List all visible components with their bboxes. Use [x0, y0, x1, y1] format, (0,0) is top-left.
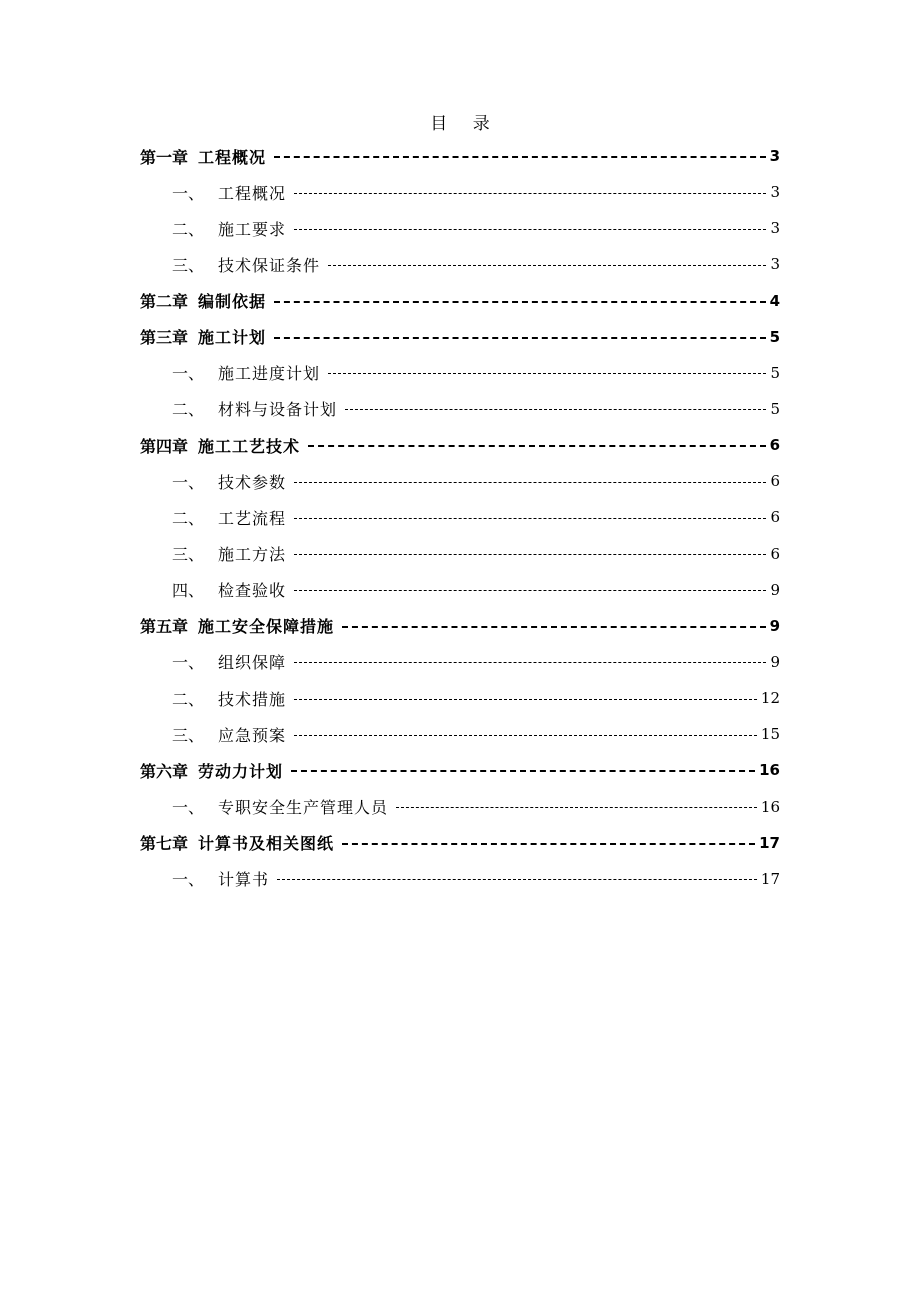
toc-entry-number: 一、 [172, 472, 205, 492]
toc-dot-leader [294, 554, 766, 555]
toc-entry-content [172, 397, 780, 421]
toc-entry-content [172, 795, 780, 819]
toc-entry-title: 劳动力计划 [198, 761, 284, 781]
toc-section-entry[interactable] [0, 791, 920, 827]
toc-entry-title: 工艺流程 [218, 508, 287, 528]
toc-dot-leader [328, 373, 766, 374]
toc-entry-content [140, 831, 780, 855]
toc-section-entry[interactable] [0, 501, 920, 537]
toc-section-entry[interactable] [0, 682, 920, 718]
toc-page-number: 16 [759, 761, 780, 780]
toc-dot-leader [294, 735, 757, 736]
toc-entry-number: 第五章 [140, 617, 189, 637]
toc-section-entry[interactable] [0, 248, 920, 284]
toc-title: 目 录 [430, 114, 500, 134]
toc-entry-number: 三、 [172, 725, 205, 745]
toc-dot-leader [328, 265, 766, 266]
toc-page-number: 5 [770, 399, 780, 418]
toc-entry-content [140, 614, 780, 638]
toc-page-number: 16 [760, 797, 780, 816]
toc-dot-leader [294, 590, 766, 591]
toc-section-entry[interactable] [0, 538, 920, 574]
toc-entry-title: 专职安全生产管理人员 [218, 798, 389, 818]
toc-chapter-entry[interactable] [0, 754, 920, 790]
table-of-contents [0, 140, 920, 899]
toc-entry-title: 检查验收 [218, 581, 287, 601]
toc-entry-title: 工程概况 [198, 147, 267, 167]
toc-entry-title: 技术保证条件 [218, 255, 321, 275]
toc-section-entry[interactable] [0, 357, 920, 393]
toc-dot-leader [294, 193, 766, 194]
toc-entry-number: 三、 [172, 545, 205, 565]
toc-page-number: 5 [769, 327, 780, 346]
toc-entry-title: 应急预案 [218, 725, 287, 745]
toc-entry-number: 一、 [172, 183, 205, 203]
toc-dot-leader [342, 843, 755, 845]
toc-entry-content [140, 289, 780, 313]
toc-dot-leader [396, 807, 757, 808]
toc-entry-content [140, 325, 780, 349]
toc-entry-content [172, 216, 780, 240]
toc-entry-number: 第六章 [140, 761, 189, 781]
toc-dot-leader [291, 770, 755, 772]
toc-dot-leader [294, 518, 766, 519]
toc-entry-number: 第一章 [140, 147, 189, 167]
toc-entry-title: 施工计划 [198, 328, 267, 348]
toc-entry-number: 二、 [172, 508, 205, 528]
toc-chapter-entry[interactable] [0, 610, 920, 646]
toc-entry-number: 第七章 [140, 834, 189, 854]
toc-entry-number: 三、 [172, 255, 205, 275]
toc-page-number: 3 [770, 183, 780, 202]
toc-chapter-entry[interactable] [0, 827, 920, 863]
toc-page-number: 6 [770, 472, 780, 491]
toc-entry-content [172, 180, 780, 204]
toc-entry-content [172, 578, 780, 602]
toc-entry-content [140, 758, 780, 782]
toc-entry-number: 第二章 [140, 292, 189, 312]
toc-entry-number: 第四章 [140, 436, 189, 456]
toc-entry-number: 第三章 [140, 328, 189, 348]
toc-page-number: 3 [770, 219, 780, 238]
toc-dot-leader [274, 337, 766, 339]
toc-page-number: 9 [770, 580, 780, 599]
toc-page-number: 12 [760, 689, 780, 708]
toc-page-number: 17 [759, 833, 780, 852]
toc-dot-leader [294, 229, 766, 230]
toc-entry-number: 一、 [172, 653, 205, 673]
toc-dot-leader [294, 699, 757, 700]
toc-entry-title: 施工进度计划 [218, 364, 321, 384]
toc-entry-title: 施工安全保障措施 [198, 617, 335, 637]
toc-entry-title: 施工方法 [218, 545, 287, 565]
toc-section-entry[interactable] [0, 465, 920, 501]
toc-page-number: 4 [769, 291, 780, 310]
toc-section-entry[interactable] [0, 718, 920, 754]
toc-page-number: 3 [769, 147, 780, 165]
toc-page-number: 9 [769, 616, 780, 635]
toc-entry-title: 计算书 [218, 870, 270, 890]
toc-entry-title: 材料与设备计划 [218, 400, 338, 420]
toc-chapter-entry[interactable] [0, 140, 920, 176]
toc-entry-content [172, 469, 780, 493]
toc-page-number: 15 [760, 725, 780, 744]
toc-dot-leader [274, 156, 766, 158]
toc-page-number: 6 [770, 508, 780, 527]
toc-entry-content [172, 252, 780, 276]
toc-dot-leader [294, 482, 766, 483]
toc-entry-number: 一、 [172, 870, 205, 890]
toc-section-entry[interactable] [0, 212, 920, 248]
toc-entry-content [172, 542, 780, 566]
toc-page-number: 9 [770, 652, 780, 671]
toc-entry-title: 编制依据 [198, 292, 267, 312]
toc-section-entry[interactable] [0, 863, 920, 899]
toc-entry-title: 技术参数 [218, 472, 287, 492]
toc-chapter-entry[interactable] [0, 429, 920, 465]
toc-entry-title: 工程概况 [218, 183, 287, 203]
toc-entry-content [172, 650, 780, 674]
toc-dot-leader [294, 662, 766, 663]
toc-chapter-entry[interactable] [0, 285, 920, 321]
toc-page-number: 6 [770, 544, 780, 563]
toc-page-number: 17 [760, 869, 780, 888]
toc-section-entry[interactable] [0, 393, 920, 429]
toc-dot-leader [345, 409, 766, 410]
toc-entry-number: 一、 [172, 364, 205, 384]
toc-entry-number: 二、 [172, 400, 205, 420]
toc-entry-number: 二、 [172, 219, 205, 239]
toc-entry-title: 施工要求 [218, 219, 287, 239]
toc-entry-content [172, 867, 780, 891]
toc-entry-title: 计算书及相关图纸 [198, 834, 335, 854]
toc-dot-leader [342, 626, 766, 628]
toc-entry-number: 二、 [172, 689, 205, 709]
toc-chapter-entry[interactable] [0, 321, 920, 357]
toc-entry-content [172, 686, 780, 710]
toc-entry-content [172, 722, 780, 746]
toc-entry-title: 施工工艺技术 [198, 436, 301, 456]
toc-section-entry[interactable] [0, 646, 920, 682]
toc-section-entry[interactable] [0, 574, 920, 610]
toc-entry-content [140, 433, 780, 457]
toc-dot-leader [277, 879, 757, 880]
toc-page-number: 6 [769, 436, 780, 455]
toc-entry-title: 技术措施 [218, 689, 287, 709]
toc-dot-leader [274, 301, 766, 303]
toc-section-entry[interactable] [0, 176, 920, 212]
toc-entry-content [172, 505, 780, 529]
toc-entry-number: 一、 [172, 798, 205, 818]
toc-page-number: 3 [770, 255, 780, 274]
toc-dot-leader [308, 445, 766, 447]
toc-entry-content [140, 144, 780, 168]
toc-page-number: 5 [770, 363, 780, 382]
toc-entry-title: 组织保障 [218, 653, 287, 673]
toc-entry-number: 四、 [172, 581, 205, 601]
toc-entry-content [172, 361, 780, 385]
